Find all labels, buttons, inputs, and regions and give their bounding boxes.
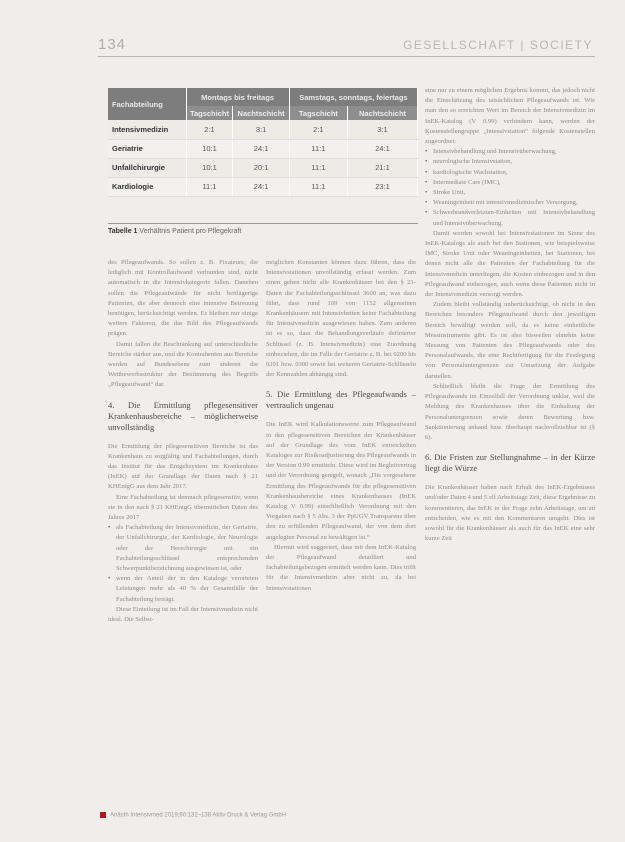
table-cell: 23:1 xyxy=(348,177,418,196)
table-subhead: Nachtschicht xyxy=(348,106,418,120)
list-item: • Schwerbrandverletzten-Einheiten mit Intensivbehandlung und Intensivüberwachung. xyxy=(425,208,595,228)
column-3 xyxy=(425,86,595,806)
table-subhead: Tagschicht xyxy=(186,106,233,120)
table-cell: 3:1 xyxy=(233,120,289,139)
list-item: • neurologische Intensivstation, xyxy=(425,157,595,167)
table-cell: 10:1 xyxy=(186,158,233,177)
footer xyxy=(100,812,286,819)
table-group-weekday: Montags bis freitags xyxy=(186,88,289,106)
page-number: 134 xyxy=(98,36,127,53)
paragraph: möglichen Konstanten können dazu führen, dass die Intensivstationen unvollständig erfasst werden. Zum einen gehen nicht alle Krankenhäuser bei den § 21-Daten die Fachabteilungsschlüssel 3600 an, was dazu führt, dass rund 109 von 1152 allgemeinen Krankenhäusern mit Intensivbetten keine Fachabteilung für Intensivmedizin ausgewiesen haben. Zum anderen ist es so, dass die Behandlungsverläufe definierter Schlüssel (z. B. Intensivmedizin) eine Zuordnung einbeziehen, die im Falle der Geriatrie z. B. bei 0200 bis 0291 bzw. 0300 sowie bei weiteren Geriatrie-Schlüsseln der Kennzahlen abhängig sind. xyxy=(266,259,416,379)
table-subhead: Tagschicht xyxy=(289,106,347,120)
section-heading-4: 4. Die Ermittlung pflegesensitiver Krankenhausbereiche – möglicherweise unvollständig xyxy=(108,399,258,432)
table-row-label: Geriatrie xyxy=(108,139,186,158)
table-row xyxy=(108,139,418,158)
table-cell: 24:1 xyxy=(348,139,418,158)
table-cell: 24:1 xyxy=(233,177,289,196)
paragraph: eine nur zu einem möglichen Ergebnis kommt, das jedoch nicht die Einschätzung des tatsächlichen Pflegeaufwands ist. Wie man den so erreichten Wert im Bereich der Intensivmedizin im InEK-Katalog (V 0.99) verhindern kann, werden der Kostenstellengruppe „Intensivstation“ folgende Kostenstellen zugeordnet: xyxy=(425,87,595,146)
table-subhead: Nachtschicht xyxy=(233,106,289,120)
running-head: GESELLSCHAFT | SOCIETY xyxy=(403,38,593,52)
table-rule xyxy=(108,223,418,224)
table-cell: 11:1 xyxy=(289,139,347,158)
footer-mark-icon xyxy=(100,812,106,818)
table-cell: 2:1 xyxy=(186,120,233,139)
table-cell: 3:1 xyxy=(348,120,418,139)
list-item: • kardiologische Wachstation, xyxy=(425,168,595,178)
paragraph: Die InEK wird Kalkulationswerte zum Pflegeaufwand in den pflegesensitiven Bereichen der Krankenhäuser auf der Grundlage des vom InEK entwickelten Kataloges zur Risikoadjustierung des Pflegeaufwands in der Version 0.99 ermitteln. Diese wird im Begleitvertrag und der Verordnung geregelt, wonach „Die vorgesehene Ermittlung des Pflegeaufwands für die pflegesensitiven Krankenhausbereiche eines Krankenhauses (InEK Katalog V 0.99) einschließlich Verordnung mit den Vorgaben nach § 5 Abs. 3 der PpUGV Transparenz über den zu erfüllenden Pflegeaufwand, der von dem dort angelegten Personal zu bewältigen ist.“ xyxy=(266,421,416,541)
paragraph: Damit werden sowohl bei Intensivstationen im Sinne des InEK-Katalogs als auch bei den Stationen, wie beispielsweise IMC, Stroke Unit oder Weaningeinheiten, bei Stationen, bei denen nicht alle die Patienten der Fachabteilung für die Intensivmedizin unterliegen, die Kosten einbezogen und in den Pflegeaufwand einbezogen, auch wenn diese Patienten nicht in der Intensivmedizin versorgt werden. xyxy=(425,229,595,299)
table-cell: 10:1 xyxy=(186,139,233,158)
list-item: • wenn der Anteil der in den Kataloge verorteten Leistungen mehr als 40 % der Gesamtfälle der Fachabteilung beträgt. xyxy=(108,574,258,605)
table-row xyxy=(108,158,418,177)
table-row xyxy=(108,177,418,196)
paragraph: des Pflegeaufwands. So sollen z. B. Fixateure, die lediglich mit Kontrollaufwand verbunden sind, nicht automatisch in die Intensivkategorie fallen. Daneben sollen die Pflegeaufwände für nicht bettlägerige Patienten, die aber dennoch eine intensive Betreuung benötigen, berücksichtigt werden. Es bleiben nur einige weitere Faktoren, die das Bild des Pflegeaufwands prägen. xyxy=(108,259,258,338)
list-item: • Intensivbehandlung und Intensivüberwachung, xyxy=(425,147,595,157)
column-1 xyxy=(108,258,258,803)
section-heading-6: 6. Die Fristen zur Stellungnahme – in der Kürze liegt die Würze xyxy=(425,452,595,474)
paragraph: Hiermit wird suggeriert, dass mit dem InEK-Katalog der Pflegeaufwand detailliert und fachabteilungsbezogen ermittelt werden kann. Dies trifft für die Intensivmedizin aber nicht zu, da bei Intensivstationen xyxy=(266,543,416,592)
table-row-label: Unfallchirurgie xyxy=(108,158,186,177)
list-item: • Intermediate Care (IMC), xyxy=(425,178,595,188)
ratio-table xyxy=(108,88,418,197)
criteria-list xyxy=(108,523,258,605)
table-row-label: Intensivmedizin xyxy=(108,120,186,139)
header-rule xyxy=(98,56,595,57)
list-item: • Stroke Unit, xyxy=(425,188,595,198)
paragraph: Schließlich bleibt die Frage der Ermittlung des Pflegeaufwands im Einzelfall der Verordnung unklar, weil die Meldung des Krankenhauses über die Einhaltung der Personaluntergrenzen sowie deren Bewertung bzw. Sanktionierung anhand bzw. überhaupt nachvollziehbar ist (§ 6). xyxy=(425,382,595,441)
footer-text: Anästh Intensivmed 2019;60:132–138 Aktiv Druck & Verlag GmbH xyxy=(110,812,287,819)
table-cell: 11:1 xyxy=(289,177,347,196)
table-row-label: Kardiologie xyxy=(108,177,186,196)
paragraph: Damit fallen die Beschränkung auf unterschiedliche Bereiche stärker aus, und die Kontrahenten aus Bereiche werden auf Bundesebene zum anderen die Wettbewerbsstruktur der Bestimmung des Begriffs „Pflegeaufwand“ dar. xyxy=(108,340,258,389)
list-item: • Weaningeinheit mit intensivmedizinischer Versorgung, xyxy=(425,198,595,208)
paragraph: Die Ermittlung der pflegesensitiven Bereiche ist das Krankenhaus zu sorgfältig und Fachabteilungen, durch das Institut für das Entgeltsystem im Krankenhaus (InEK) auf der Grundlage der Daten nach § 21 KHEntgG aus dem Jahr 2017. xyxy=(108,442,258,491)
paragraph: Diese Einteilung ist im Fall der Intensivmedizin nicht ideal. Die Selbst- xyxy=(108,605,258,624)
table-caption xyxy=(108,228,241,235)
paragraph: Die Krankenhäuser haben nach Erhalt des InEK-Ergebnisses und/oder Daten 4 und 5 elf Arbeitstage Zeit, diese Ergebnisse zu kommentieren, das InEK in der Frage zehn Arbeitstage, um zu entscheiden, wie es mit den Kommentaren umgeht. Dies ist sowohl für die Krankenhäuser als auch für das InEK eine sehr kurze Zeit xyxy=(425,484,595,543)
section-heading-5: 5. Die Ermittlung des Pflegeaufwands – vertraulich ungenau xyxy=(266,389,416,411)
table-col-head: Fachabteilung xyxy=(108,88,186,120)
cost-center-list xyxy=(425,147,595,229)
caption-label: Tabelle 1 xyxy=(108,228,138,235)
table-row xyxy=(108,120,418,139)
table-cell: 11:1 xyxy=(186,177,233,196)
table-cell: 2:1 xyxy=(289,120,347,139)
list-item: • als Fachabteilung der Intensivmedizin, der Geriatrie, der Unfallchirurgie, der Kardiologie, der Neurologie oder der Herzchirurgie mit ein Fachabteilungsschlüssel entsprechenden Schwerpunktbezeichnung ausgewiesen ist, oder xyxy=(108,523,258,574)
caption-text: Verhältnis Patient pro Pflegekraft xyxy=(139,228,242,235)
table-cell: 24:1 xyxy=(233,139,289,158)
column-2 xyxy=(266,258,416,803)
table-cell: 20:1 xyxy=(233,158,289,177)
paragraph: Zudem bleibt vollständig unberücksichtigt, ob nicht in den Bereichen besonders Pflegeaufwand durch den jeweiligen Bereich bewältigt werden soll, da es keine einheitliche Messinstrumente gibt. Es ist also bisweilen ohnehin keine Messung von Patienten des Pflegeaufwands oder des Personalaufwands, die eine Rechtfertigung für die Festlegung von Personaluntergrenzen zur Umsetzung der Aufgabe darstellen. xyxy=(425,301,595,380)
paragraph: Eine Fachabteilung ist demnach pflegesensitiv, wenn sie in den nach § 21 KHEntgG übermittelten Daten des Jahres 2017 xyxy=(108,493,258,522)
table-cell: 21:1 xyxy=(348,158,418,177)
table-group-weekend: Samstags, sonntags, feiertags xyxy=(289,88,417,106)
table-cell: 11:1 xyxy=(289,158,347,177)
